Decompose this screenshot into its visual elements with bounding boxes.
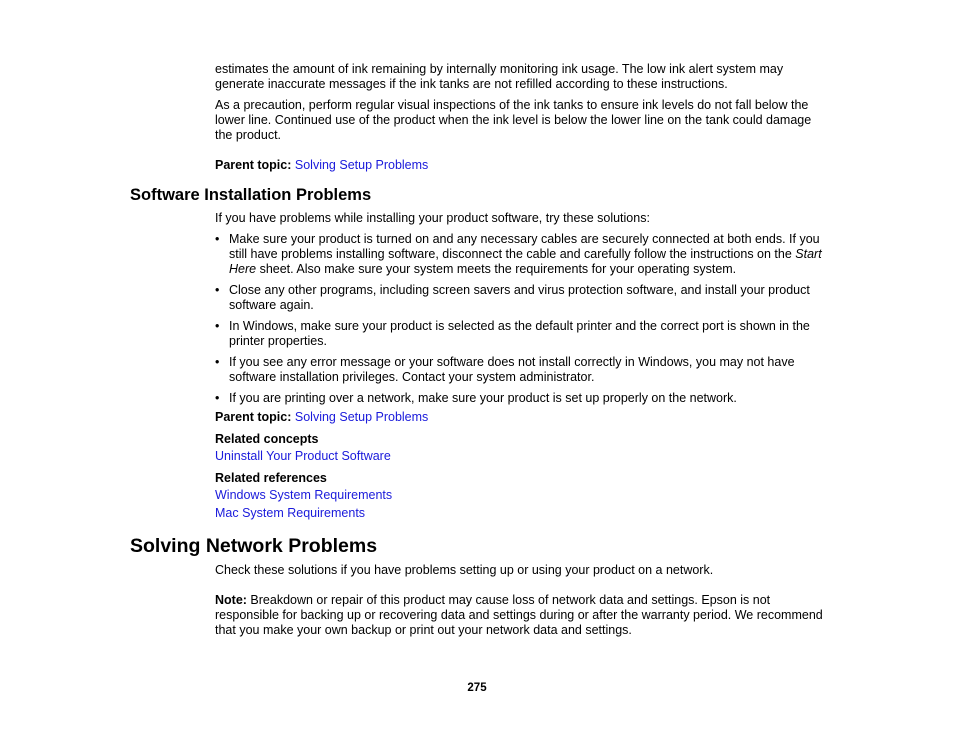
parent-topic-label: Parent topic: <box>215 410 292 424</box>
software-installation-heading: Software Installation Problems <box>130 186 372 204</box>
related-reference-2 <box>215 506 827 521</box>
software-solutions-list <box>215 232 827 412</box>
solving-network-problems-heading: Solving Network Problems <box>130 535 378 557</box>
solving-setup-problems-link[interactable]: Solving Setup Problems <box>294 158 429 172</box>
page-number: 275 <box>467 682 487 694</box>
related-concepts-links <box>215 449 827 464</box>
bullet: • <box>215 319 220 333</box>
list-item <box>215 283 827 313</box>
parent-topic-label: Parent topic: <box>215 158 292 172</box>
list-item <box>215 391 827 406</box>
parent-topic-1 <box>215 158 827 173</box>
related-reference-1 <box>215 488 827 503</box>
intro-paragraph-1: estimates the amount of ink remaining by internally monitoring ink usage. The low ink alert system may generate inaccurate messages if the ink tanks are not refilled according to these instructions. <box>215 62 784 91</box>
solving-setup-problems-link[interactable]: Solving Setup Problems <box>294 410 429 424</box>
note-text: Breakdown or repair of this product may cause loss of network data and settings. Epson is not responsible for backing up or recovering data and settings during or after the warranty period. We recommend that you make your own backup or print out your network data and settings. <box>215 593 823 637</box>
bullet: • <box>215 283 220 297</box>
list-item <box>215 355 827 385</box>
bullet-text-b: sheet. Also make sure your system meets the requirements for your operating system. <box>256 262 737 276</box>
start-here-text: Start Here <box>229 247 822 276</box>
list-item <box>215 232 827 277</box>
list-item <box>215 319 827 349</box>
bullet: • <box>215 355 220 369</box>
intro-paragraph-2: As a precaution, perform regular visual inspections of the ink tanks to ensure ink levels do not fall below the lower line. Continued use of the product when the ink level is below the lower line on the tank could damage the product. <box>215 98 812 142</box>
network-lead: Check these solutions if you have problems setting up or using your product on a network. <box>215 563 714 577</box>
bullet-text: If you see any error message or your software does not install correctly in Windows, you may not have software installation privileges. Contact your system administrator. <box>229 355 795 384</box>
mac-system-requirements-link[interactable]: Mac System Requirements <box>215 506 366 520</box>
bullet-text: If you are printing over a network, make sure your product is set up properly on the network. <box>229 391 737 405</box>
windows-system-requirements-link[interactable]: Windows System Requirements <box>215 488 393 502</box>
bullet-text-a: Make sure your product is turned on and any necessary cables are securely connected at both ends. If you still have problems installing software, disconnect the cable and carefully follow the instructions on the <box>229 232 820 261</box>
related-references-label: Related references <box>215 471 327 485</box>
network-note <box>215 593 827 638</box>
uninstall-software-link[interactable]: Uninstall Your Product Software <box>215 449 391 463</box>
bullet-text: Close any other programs, including screen savers and virus protection software, and install your product software again. <box>229 283 810 312</box>
bullet: • <box>215 391 220 405</box>
parent-topic-2 <box>215 410 827 425</box>
software-lead: If you have problems while installing your product software, try these solutions: <box>215 211 650 225</box>
bullet: • <box>215 232 220 246</box>
note-label: Note: <box>215 593 247 607</box>
bullet-text: In Windows, make sure your product is selected as the default printer and the correct port is shown in the printer properties. <box>229 319 810 348</box>
related-concepts-label: Related concepts <box>215 432 319 446</box>
